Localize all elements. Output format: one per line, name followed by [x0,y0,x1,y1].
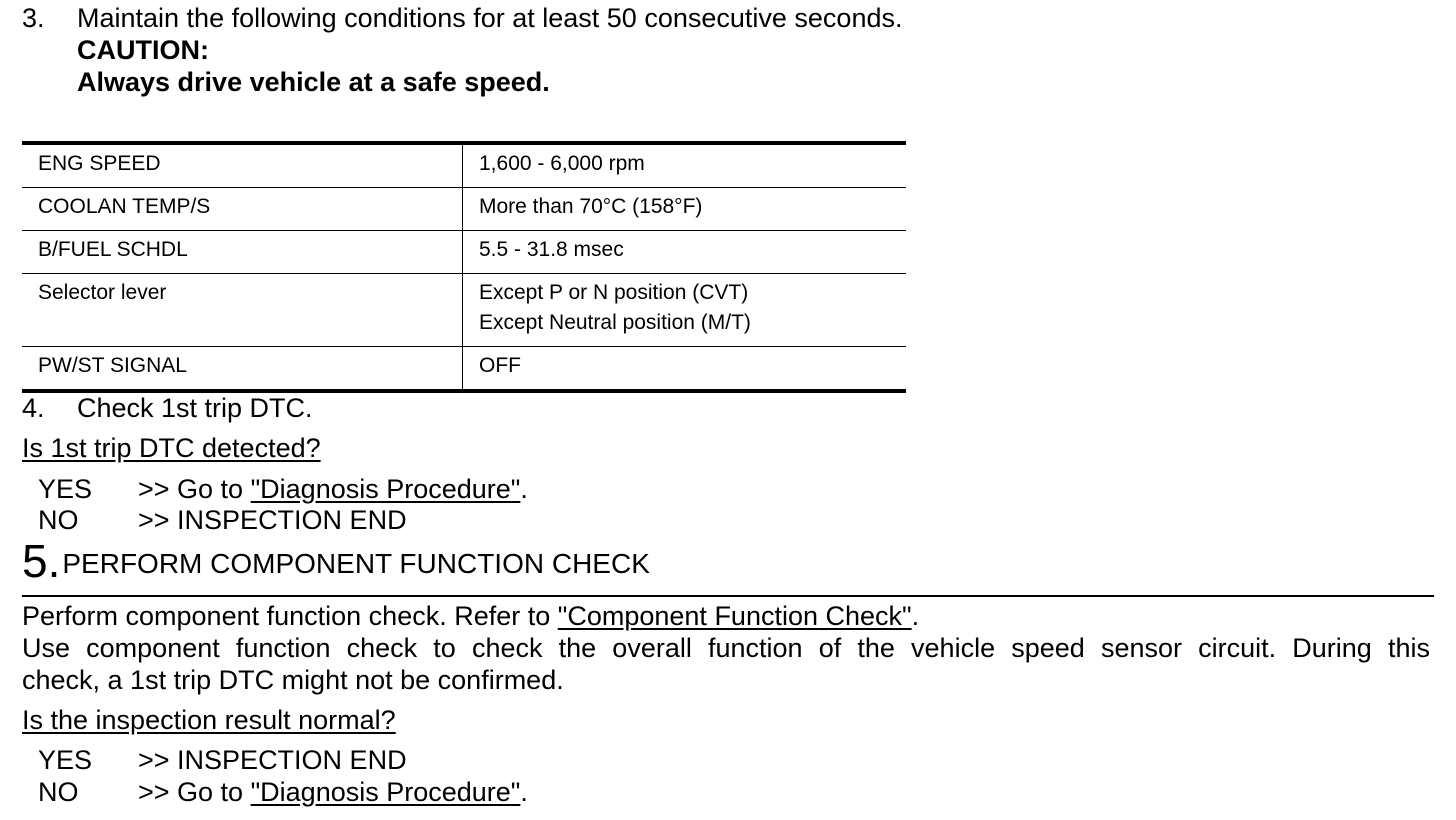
table-row [22,274,906,347]
step3-text: Maintain the following conditions for at least 50 consecutive seconds. [77,3,903,33]
table-row [22,347,906,392]
yes-suffix: . [520,474,528,504]
step4-yes-label: YES [38,474,93,504]
step5-yes-label: YES [38,745,93,775]
step5-number: 5. [22,535,61,587]
diagnosis-procedure-link[interactable]: "Diagnosis Procedure" [250,777,521,807]
step5-paragraph-line1: Use component function check to check the overall function of the vehicle speed sensor circuit. During this [22,633,1430,663]
step4-yes-answer [138,473,528,505]
step5-yes-text: >> INSPECTION END [138,745,407,775]
step4-no-text: >> INSPECTION END [138,505,407,535]
condition-item: B/FUEL SCHDL [22,231,463,274]
step5-title: PERFORM COMPONENT FUNCTION CHECK [62,548,650,579]
condition-value: OFF [463,347,907,392]
component-function-check-link[interactable]: "Component Function Check" [557,601,912,631]
step4-question: Is 1st trip DTC detected? [22,433,321,463]
condition-value: 1,600 - 6,000 rpm [463,143,907,188]
no-suffix: . [520,777,528,807]
condition-value: More than 70°C (158°F) [463,188,907,231]
no-prefix: >> Go to [138,777,251,807]
condition-item: PW/ST SIGNAL [22,347,463,392]
condition-item: Selector lever [22,274,463,347]
yes-prefix: >> Go to [138,474,251,504]
line1-prefix: Perform component function check. Refer to [22,601,558,631]
condition-value: 5.5 - 31.8 msec [463,231,907,274]
condition-value-cell [463,274,907,347]
conditions-table [22,141,906,393]
step5-no-label: NO [38,777,79,807]
condition-value: Except P or N position (CVT) [479,281,749,304]
caution-label: CAUTION: [77,35,209,65]
condition-value-2: Except Neutral position (M/T) [479,311,751,334]
condition-item: COOLAN TEMP/S [22,188,463,231]
condition-item: ENG SPEED [22,143,463,188]
step4-no-label: NO [38,505,79,535]
line1-suffix: . [911,601,920,631]
caution-text: Always drive vehicle at a safe speed. [77,67,550,97]
step5-question: Is the inspection result normal? [22,705,396,735]
step4-number: 4. [22,393,45,423]
table-row [22,188,906,231]
step5-heading [22,535,650,587]
step5-paragraph-line2: check, a 1st trip DTC might not be confirmed. [22,665,564,695]
diagnosis-procedure-link[interactable]: "Diagnosis Procedure" [250,474,521,504]
step5-line1 [22,600,919,632]
table-row [22,231,906,274]
step3-number: 3. [22,3,45,33]
table-row [22,143,906,188]
step4-text: Check 1st trip DTC. [77,393,313,423]
step5-no-answer [138,776,528,808]
divider [22,595,1434,597]
